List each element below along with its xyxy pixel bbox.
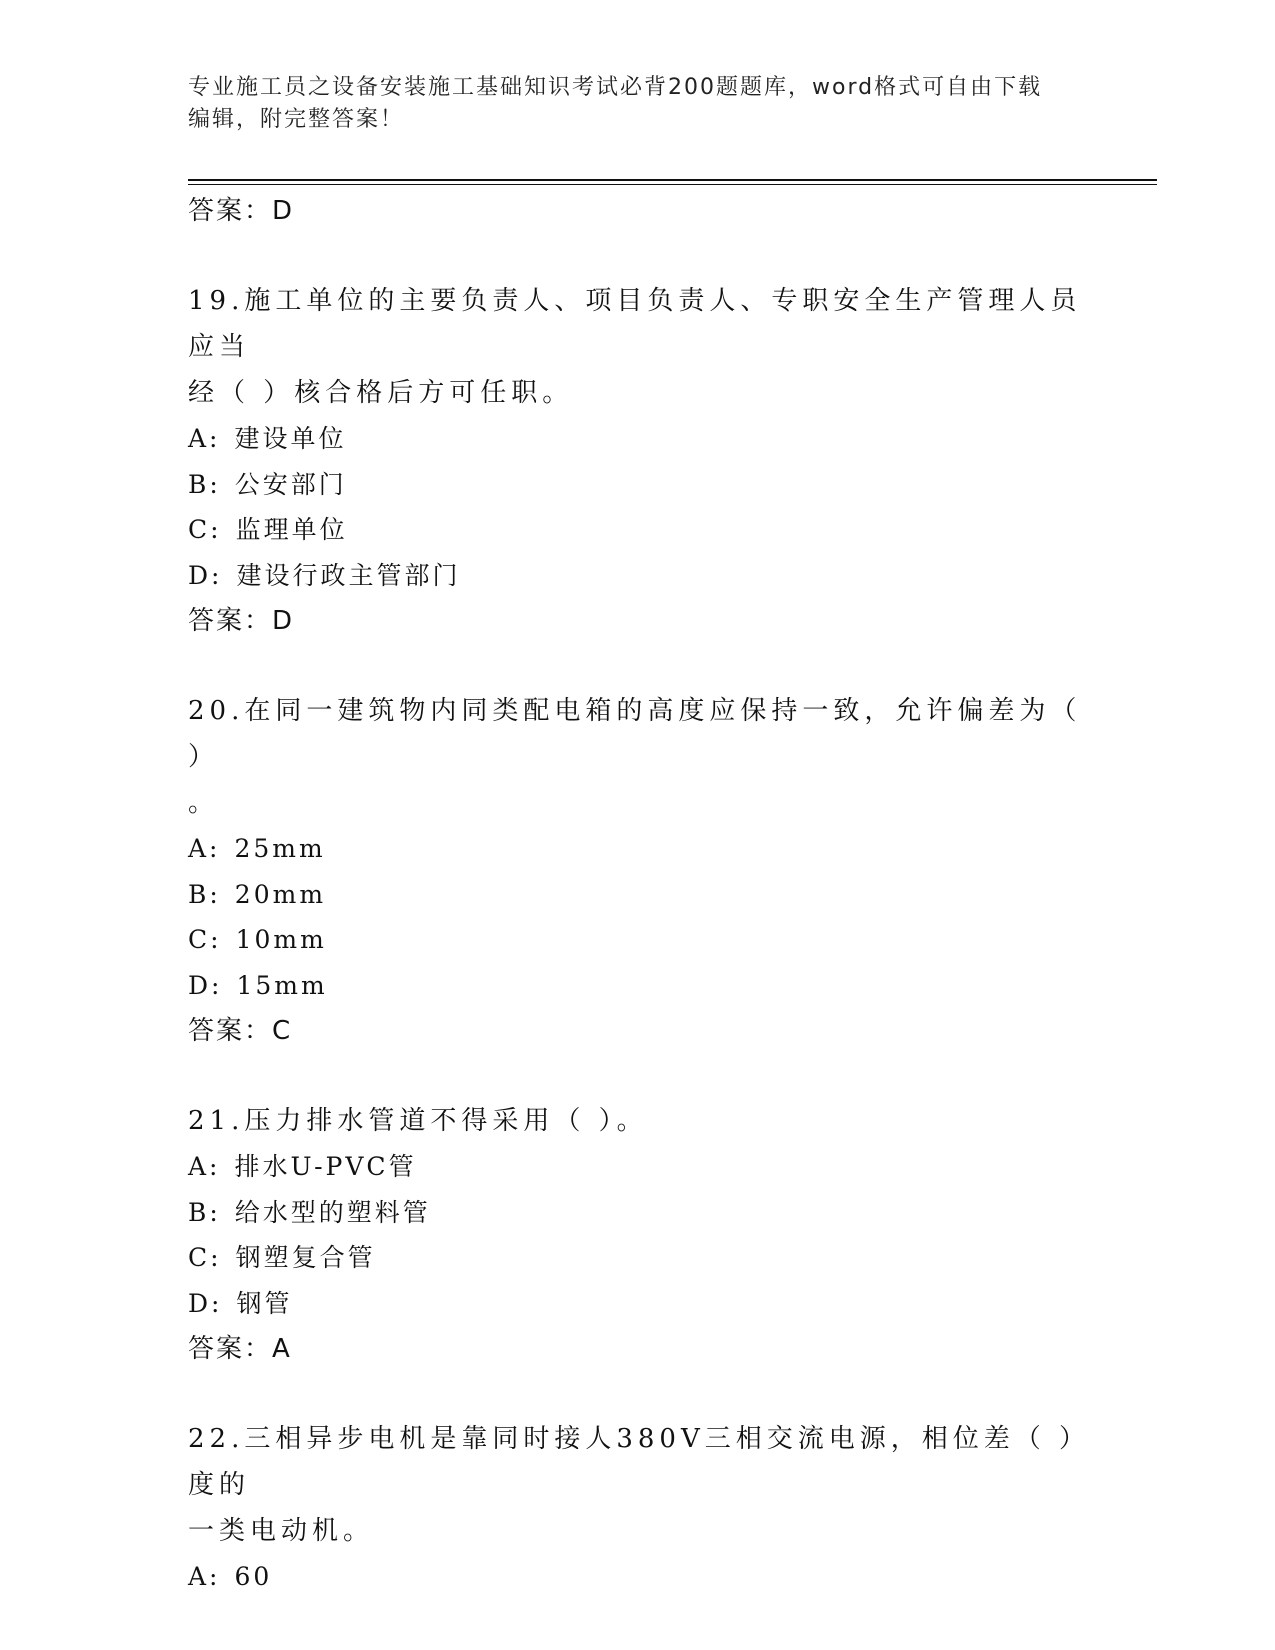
- option-text: 建设行政主管部门: [236, 560, 461, 590]
- option-label: C:: [188, 1243, 222, 1272]
- question-list: [188, 188, 1088, 1600]
- question-22: [188, 1416, 1088, 1600]
- option-label: D:: [188, 560, 223, 590]
- option-text: 给水型的塑料管: [234, 1197, 431, 1227]
- option-text: 25mm: [234, 834, 326, 863]
- option-c: [188, 1235, 1088, 1281]
- option-text: 15mm: [236, 970, 328, 1000]
- document-header-title: 专业施工员之设备安装施工基础知识考试必背200题题库，word格式可自由下载 编辑，附完整答案！: [188, 75, 1043, 132]
- question-stem: 21.压力排水管道不得采用（ ）。: [188, 1106, 648, 1136]
- option-a: [188, 1554, 1088, 1600]
- option-label: A:: [188, 1562, 221, 1591]
- option-d: [188, 553, 1088, 599]
- option-a: [188, 826, 1088, 872]
- question-21: [188, 1098, 1088, 1372]
- option-label: A:: [188, 834, 221, 863]
- answer: 答案：A: [188, 1334, 292, 1364]
- option-a: [188, 1144, 1088, 1190]
- option-label: C:: [188, 925, 222, 954]
- option-b: [188, 462, 1088, 508]
- answer: 答案：D: [188, 606, 295, 636]
- option-label: B:: [188, 469, 221, 499]
- question-stem: 20.在同一建筑物内同类配电箱的高度应保持一致，允许偏差为（ ） 。: [188, 696, 1082, 818]
- option-c: [188, 917, 1088, 963]
- option-text: 10mm: [235, 925, 327, 954]
- option-text: 钢塑复合管: [235, 1243, 376, 1272]
- question-19: [188, 278, 1088, 644]
- question-stem: 22.三相异步电机是靠同时接人380V三相交流电源，相位差（ ）度的 一类电动机。: [188, 1424, 1078, 1546]
- option-label: B:: [188, 879, 221, 909]
- option-text: 钢管: [236, 1288, 293, 1318]
- option-b: [188, 1190, 1088, 1236]
- option-label: B:: [188, 1197, 221, 1227]
- option-text: 监理单位: [235, 515, 348, 544]
- previous-answer: 答案：D: [188, 196, 295, 226]
- question-stem: 19.施工单位的主要负责人、项目负责人、专职安全生产管理人员应当 经（ ）核合格后方可任职。: [188, 286, 1082, 408]
- answer: 答案：C: [188, 1016, 293, 1046]
- header-divider-thin: [188, 184, 1157, 185]
- option-text: 建设单位: [234, 424, 347, 453]
- option-b: [188, 872, 1088, 918]
- option-label: D:: [188, 1288, 223, 1318]
- option-a: [188, 416, 1088, 462]
- option-d: [188, 1281, 1088, 1327]
- option-text: 20mm: [234, 879, 327, 909]
- question-20: [188, 688, 1088, 1054]
- header-divider-thick: [188, 179, 1157, 181]
- option-label: A:: [188, 424, 221, 453]
- option-label: C:: [188, 515, 222, 544]
- option-c: [188, 507, 1088, 553]
- option-label: D:: [188, 970, 223, 1000]
- option-text: 60: [234, 1562, 273, 1591]
- option-text: 公安部门: [234, 469, 347, 499]
- option-d: [188, 963, 1088, 1009]
- option-text: 排水U-PVC管: [234, 1152, 417, 1181]
- option-label: A:: [188, 1152, 221, 1181]
